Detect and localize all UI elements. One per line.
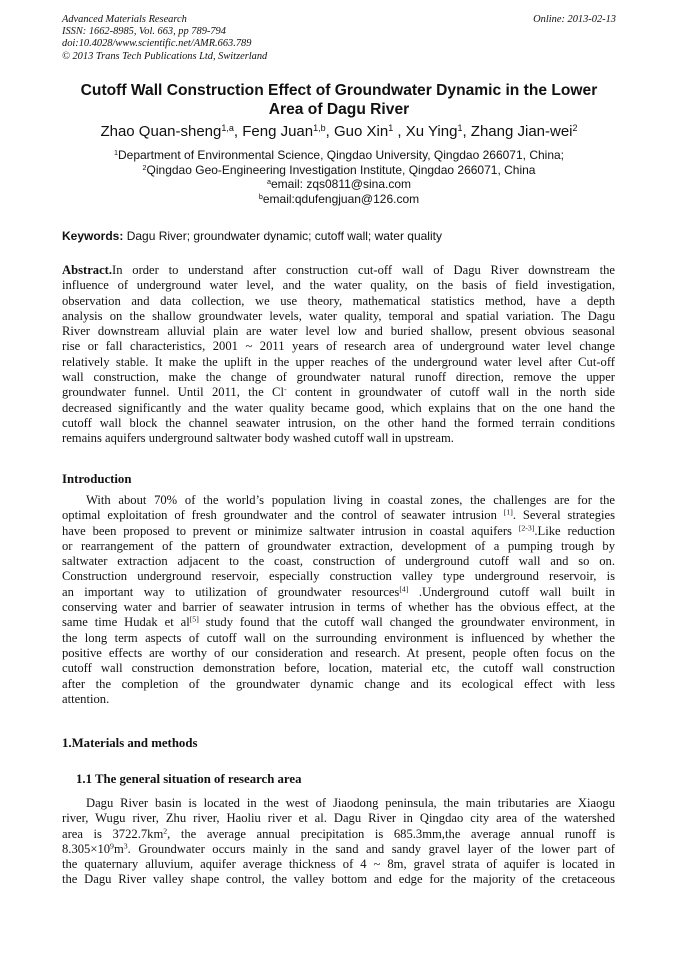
author-separator: , — [462, 123, 471, 140]
methods-text: m — [113, 841, 124, 856]
intro-line — [62, 508, 615, 523]
intro-line: attention. — [62, 691, 110, 706]
intro-text: optimal exploitation of fresh groundwater and the control of seawater intrusion — [62, 508, 504, 523]
intro-text: study found that the cutoff wall changed the groundwater environment, in — [198, 615, 615, 630]
methods-line — [62, 827, 615, 842]
abstract-text: groundwater funnel. Until 2011, the Cl — [62, 385, 284, 400]
intro-line — [62, 615, 615, 630]
abstract-line: relatively stable. It make the uplift in the upper reaches of the underground water level after Cut-off — [62, 354, 615, 369]
intro-text: same time Hudak et al — [62, 615, 190, 630]
citation: [5] — [189, 615, 199, 624]
subsection-heading: 1.1 The general situation of research area — [76, 772, 302, 786]
abstract-label: Abstract. — [62, 263, 113, 277]
author-name: Guo Xin — [333, 123, 389, 140]
affiliation-text: Qingdao Geo-Engineering Investigation Institute, Qingdao 266071, China — [146, 162, 536, 177]
abstract-line: rise or fall characteristics, 2001 ~ 2011 years of research area of underground water level change — [62, 339, 615, 354]
keywords-text: Dagu River; groundwater dynamic; cutoff wall; water quality — [126, 229, 442, 243]
abstract-line: River downstream alluvial plain are water level low and buried shallow, present obvious seasonal — [62, 324, 615, 339]
methods-line — [62, 842, 615, 857]
abstract-line — [62, 385, 615, 400]
keywords-label: Keywords: — [62, 229, 124, 243]
abstract-line: analysis on the shallow groundwater levels, water quality, temporal and spatial variation. The Dagu — [62, 308, 615, 323]
affiliation-text: Department of Environmental Science, Qingdao University, Qingdao 266071, China; — [117, 148, 565, 162]
abstract-line: decreased significantly and the water quality became good, which explains that on the one hand the — [62, 400, 615, 415]
methods-text: . Groundwater occurs mainly in the sand and sandy gravel layer of the lower part of — [127, 841, 615, 856]
intro-line: conserving water and barrier of seawater intrusion in terms of whether has the obvious effect, at the — [62, 600, 615, 615]
author-list — [20, 123, 658, 141]
journal-header — [62, 14, 616, 63]
author-name: Xu Ying — [405, 123, 458, 140]
methods-text: 8.305×10 — [62, 841, 111, 856]
intro-line: cutoff wall construction demonstration before, location, material etc, the cutoff wall construction — [62, 661, 615, 676]
intro-line: With about 70% of the world’s population living in coastal zones, the challenges are for the — [86, 493, 615, 507]
methods-text: , the average annual precipitation is 685.3mm,the average annual runoff is — [167, 826, 615, 841]
journal-name: Advanced Materials Research — [62, 14, 187, 25]
intro-line: after the completion of the groundwater dynamic change and its ecological effect with less — [62, 676, 615, 691]
abstract-line — [62, 263, 615, 278]
author-separator: , — [393, 123, 406, 140]
chloride-superscript: - — [283, 385, 287, 394]
email-text: email:qdufengjuan@126.com — [262, 191, 420, 206]
intro-text: .Like reduction — [534, 523, 615, 538]
affiliation-line — [20, 163, 658, 178]
affiliations — [20, 148, 658, 206]
intro-text: . Several strategies — [512, 508, 615, 523]
intro-line: the long term aspects of cutoff wall on the surrounding environment is influenced by whether the — [62, 630, 615, 645]
intro-line — [62, 585, 615, 600]
abstract-text: In order to understand after construction cut-off wall of Dagu River downstream the — [112, 263, 615, 277]
intro-line: saltwater extraction adjacent to the coast, construction of underground cutoff wall and so on. — [62, 554, 615, 569]
journal-doi: doi:10.4028/www.scientific.net/AMR.663.789 — [62, 38, 252, 50]
author-affiliation-mark: 1,a — [221, 123, 234, 134]
abstract-line: cutoff wall block the channel seawater intrusion, on the other hand the formed terrain conditions — [62, 415, 615, 430]
methods-text: area is 3722.7km — [62, 826, 164, 841]
superscript: 2 — [163, 826, 168, 835]
title-line-1: Cutoff Wall Construction Effect of Groundwater Dynamic in the Lower — [80, 82, 598, 99]
citation: [1] — [503, 508, 513, 517]
paper-title — [40, 81, 638, 119]
methods-line: the quaternary alluvium, aquifer average thickness of 4 ~ 8m, gravel strata of aquifer is located in — [62, 857, 615, 872]
superscript: 3 — [123, 841, 128, 851]
author-separator: , — [233, 123, 243, 140]
email-line — [20, 192, 658, 207]
section-heading-methods: 1.Materials and methods — [62, 736, 198, 750]
intro-line: or rearrangement of the pattern of groundwater extraction, development of a pumping trough by — [62, 538, 615, 553]
email-mark: a — [266, 177, 271, 187]
intro-text: .Underground cutoff wall built in — [408, 584, 615, 599]
title-line-2: Area of Dagu River — [268, 101, 410, 118]
online-date: Online: 2013-02-13 — [533, 14, 616, 25]
abstract-line: wall construction, make the change of groundwater natural runoff direction, remove the upper — [62, 370, 615, 385]
introduction-body — [62, 493, 615, 707]
journal-issn: ISSN: 1662-8985, Vol. 663, pp 789-794 — [62, 26, 226, 38]
abstract-line: influence of underground water level, and the water quality, on the basis of field investigation, — [62, 278, 615, 293]
citation: [2-3] — [518, 523, 535, 532]
affiliation-mark: 1 — [113, 148, 118, 158]
email-text: email: zqs0811@sina.com — [270, 177, 412, 192]
affiliation-mark: 2 — [142, 162, 147, 172]
intro-text: an important way to utilization of groundwater resources — [62, 584, 400, 599]
abstract-text: content in groundwater of cutoff wall in the north side — [286, 385, 615, 400]
author-name: Zhao Quan-sheng — [100, 123, 222, 140]
methods-line: Dagu River basin is located in the west of Jiaodong peninsula, the main tributaries are Xiaogu — [86, 796, 615, 810]
citation: [4] — [399, 584, 409, 594]
intro-line: Construction underground reservoir, especially construction valley type underground reservoir, is — [62, 569, 615, 584]
methods-line: river, Wugu river, Zhu river, Haoliu river et al. Dagu River in Qingdao city area of the watershed — [62, 811, 615, 826]
intro-line: positive effects are worthy of our consideration and research. At present, people often focus on the — [62, 645, 615, 660]
email-mark: b — [258, 191, 263, 201]
section-heading-introduction: Introduction — [62, 472, 132, 486]
author-affiliation-mark: 1 — [457, 123, 463, 134]
intro-text: have been proposed to prevent or minimize saltwater intrusion in coastal aquifers — [62, 523, 519, 538]
keywords — [62, 229, 616, 243]
author-name: Feng Juan — [242, 123, 314, 140]
intro-line — [62, 524, 615, 539]
affiliation-line — [20, 148, 658, 163]
abstract-line: remains aquifers underground saltwater body washed cutoff wall in upstream. — [62, 431, 454, 446]
abstract-line: observation and data collection, we use theory, mathematical statistics method, have a depth — [62, 293, 615, 308]
author-affiliation-mark: 1,b — [313, 123, 326, 134]
journal-copyright: © 2013 Trans Tech Publications Ltd, Switzerland — [62, 50, 268, 62]
superscript: 9 — [110, 841, 114, 851]
author-name: Zhang Jian-wei — [470, 123, 573, 140]
methods-body — [62, 796, 615, 888]
abstract — [62, 263, 615, 447]
methods-line: the Dagu River valley shape control, the valley bottom and edge for the majority of the cretaceous — [62, 872, 615, 887]
author-separator: , — [325, 123, 334, 140]
email-line — [20, 177, 658, 192]
author-affiliation-mark: 1 — [388, 123, 394, 134]
author-affiliation-mark: 2 — [572, 123, 578, 134]
